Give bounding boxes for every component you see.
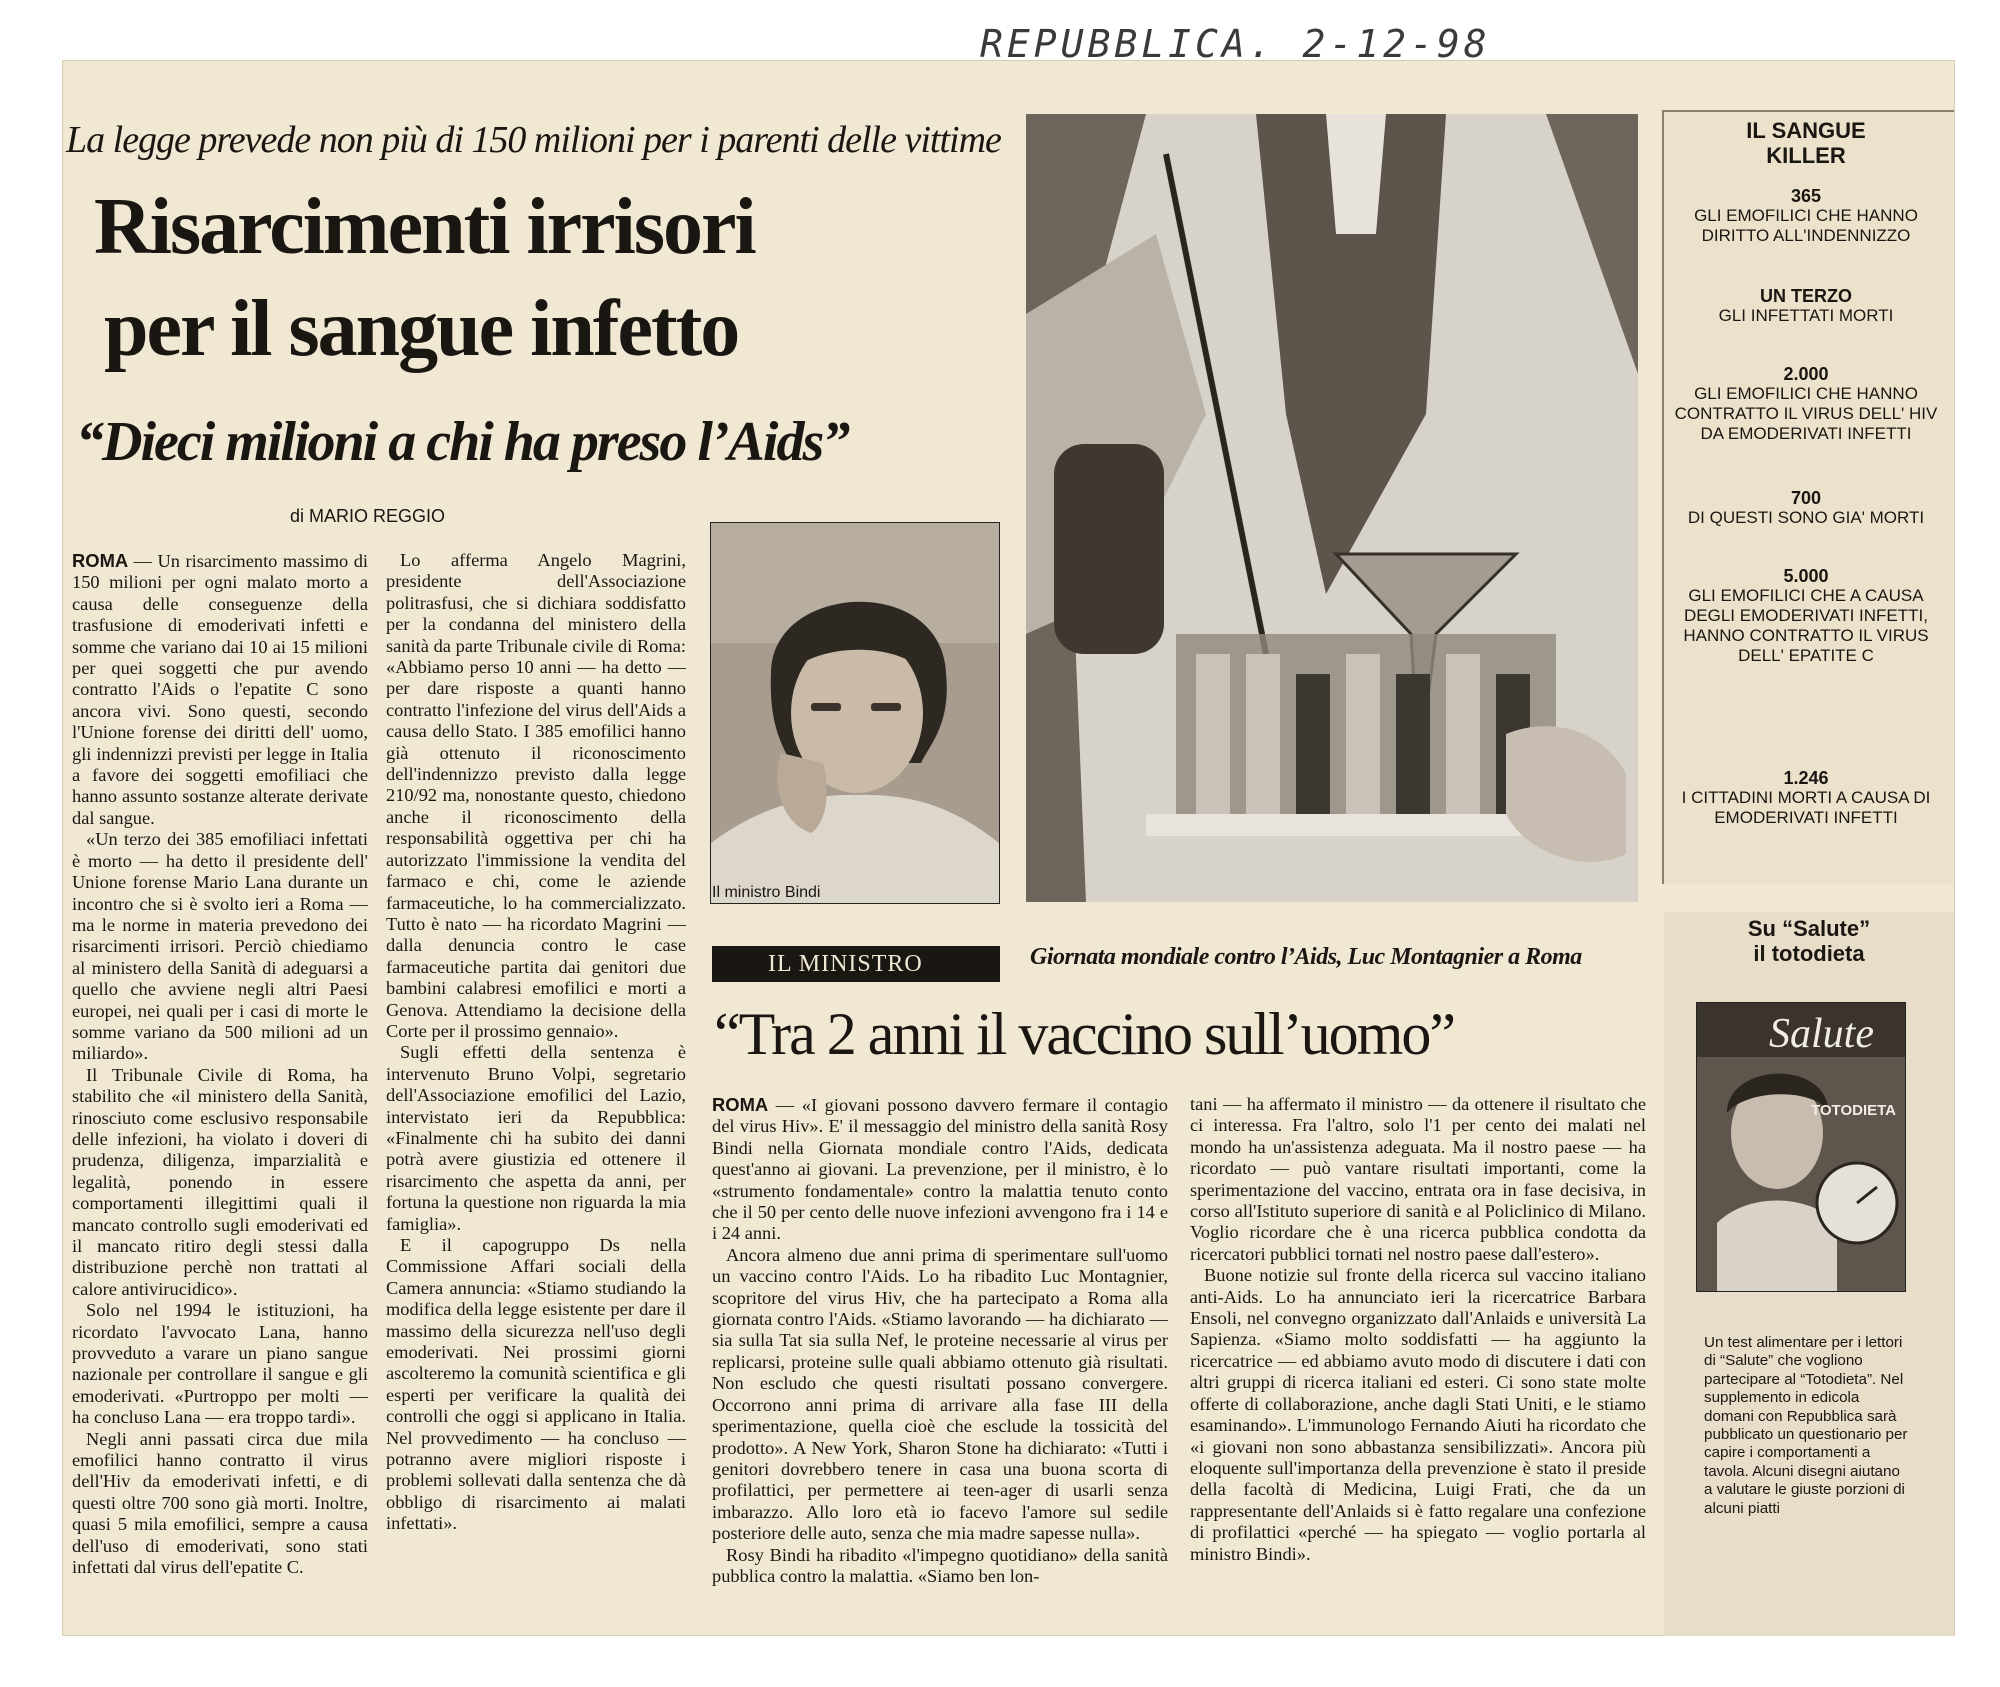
stat-text: GLI EMOFILICI CHE HANNO CONTRATTO IL VIRUS DELL' HIV DA EMODERIVATI INFETTI (1674, 384, 1938, 443)
stat-text: GLI EMOFILICI CHE A CAUSA DEGLI EMODERIVATI INFETTI, HANNO CONTRATTO IL VIRUS DELL' EPATITE C (1683, 586, 1929, 665)
salute-promo-text: Un test alimentare per i lettori di “Salute” che vogliono partecipare al “Totodieta”. Nel supplemento in edicola domani con Repubblica sarà pubblicato un questionario per capire i comportamenti a tavola. Alcuni disegni aiutano a valutare le giuste porzioni di alcuni piatti (1704, 1334, 1908, 1517)
minister-photo (710, 522, 1000, 904)
paragraph: Negli anni passati circa due mila emofilici hanno contratto il virus dell'Hiv da emoderivati infetti, e di questi oltre 700 sono già morti. Inoltre, quasi 5 mila emofilici, sempre a causa dell'uso di emoderivati, sono stati infettati dal virus dell'epatite C. (72, 1428, 368, 1578)
headline-quote: “Dieci milioni a chi ha preso l’Aids” (76, 411, 849, 473)
paragraph: tani — ha affermato il ministro — da ottenere il risultato che ci interessa. Fra l'altro, solo l'1 per cento dei malati nel mondo ha un'assistenza adeguata. Ma il nostro paese — ha ricordato — può vantare risultati importanti, come la sperimentazione del vaccino, entrata ora in fase decisiva, in corso all'Istituto superiore di sanità e al Policlinico di Milano. Voglio ricordare che è una ricerca pubblica condotta da ricercatori pubblici tornati nel nostro paese dall'estero». (1190, 1094, 1646, 1264)
paragraph: Sugli effetti della sentenza è intervenuto Bruno Volpi, segretario dell'Associazione emofilici del Lazio, intervistato ieri da Repubblica: «Finalmente chi ha subito dei danni potrà avere giustizia ed ottenere il risarcimento che aspetta da anni, per fortuna la questione non riguarda la mia famiglia». (386, 1042, 686, 1234)
stat-text: I CITTADINI MORTI A CAUSA DI EMODERIVATI INFETTI (1681, 788, 1931, 827)
paragraph-text: — Un risarcimento massimo di 150 milioni per ogni malato morto a causa delle conseguenze della trasfusione di emoderivati infetti e somme che variano dai 10 ai 15 milioni per quei soggetti che pur avendo contratto l'Aids o l'epatite C sono ancora vivi. Sono questi, secondo l'Unione forense dei diritti dell' uomo, gli indennizzi previsti per legge in Italia a favore dei soggetti emofiliaci che hanno assunto sostanze alterate derivate dal sangue. (72, 551, 368, 828)
stat-text: GLI EMOFILICI CHE HANNO DIRITTO ALL'INDENNIZZO (1694, 206, 1918, 245)
section-label: IL MINISTRO (712, 946, 1000, 982)
paragraph (712, 1094, 1168, 1245)
paragraph-text: — «I giovani possono davvero fermare il contagio del virus Hiv». E' il messaggio del ministro della sanità Rosy Bindi nella Giornata mondiale contro l'Aids, dedicata quest'anno ai giovani. La prevenzione, per il ministro, è lo «strumento fondamentale» contro la malattia tenuto conto che il 50 per cento delle nuove infezioni avvengono fra i 14 e i 24 anni. (712, 1095, 1168, 1244)
sidebar-title-line: KILLER (1766, 143, 1846, 168)
laboratory-photo (1026, 114, 1638, 902)
stat-item (1665, 488, 1947, 528)
paragraph (72, 550, 368, 829)
stat-text: DI QUESTI SONO GIA' MORTI (1687, 508, 1925, 527)
paragraph: Il Tribunale Civile di Roma, ha stabilito che «il ministero della Sanità, rinosciuto come esclusivo responsabile delle infezioni, ha violato i doveri di prudenza, diligenza, imparzialità e legalità, ponendo in essere comportamenti illegittimi quali il mancato controllo sugli emoderivati ed il mancato ritiro degli stessi dalla distribuzione perchè non trattati al calore antivirucidico». (72, 1064, 368, 1299)
article1-column-1 (72, 550, 368, 1579)
stat-text: GLI INFETTATI MORTI (1718, 306, 1894, 325)
stat-number: 2.000 (1783, 364, 1829, 384)
article1-column-2 (386, 550, 686, 1535)
stat-number: 1.246 (1783, 768, 1829, 788)
salute-promo-title (1666, 916, 1952, 966)
salute-title-line: Su “Salute” (1747, 916, 1871, 941)
photo-caption: Il ministro Bindi (712, 884, 821, 901)
article2-dek: Giornata mondiale contro l’Aids, Luc Montagnier a Roma (1030, 944, 1582, 970)
stat-item (1665, 768, 1947, 828)
sidebar-title-line: IL SANGUE (1746, 118, 1866, 143)
paragraph: Lo afferma Angelo Magrini, presidente dell'Associazione politrasfusi, che si dichiara soddisfatto per la condanna del ministero della sanità da parte Tribunale civile di Roma: «Abbiamo perso 10 anni — ha detto — per dare risposte a quanti hanno contratto l'infezione del virus dell'Aids a causa dello Stato. I 385 emofilici hanno già ottenuto il riconoscimento dell'indennizzo previsto dalla legge 210/92 ma, nonostante questo, chiedono anche il riconoscimento della responsabilità oggettiva per chi ha autorizzato l'immissione la vendita del farmaco e chi, come le aziende farmaceutiche, lo ha commercializzato. Tutto è nato — ha ricordato Magrini — dalla denuncia contro le case farmaceutiche partita dai genitori due bambini calabresi emofilici e morti a Genova. Attendiamo la decisione della Corte per il prossimo gennaio». (386, 550, 686, 1041)
stat-item (1665, 364, 1947, 444)
paragraph: Rosy Bindi ha ribadito «l'impegno quotidiano» della sanità pubblica contro la malattia. «Siamo ben lon- (712, 1544, 1168, 1586)
stat-number: 365 (1790, 186, 1822, 206)
paragraph: Buone notizie sul fronte della ricerca sul vaccino italiano anti-Aids. Lo ha annunciato ieri la ricercatrice Barbara Ensoli, nel convegno organizzato dall'Anlaids e università La Sapienza. «Siamo molto soddisfatti — ha aggiunto la ricercatrice — ed abbiamo avuto modo di discutere i dati con altri gruppi di ricerca italiani ed esteri. Ci sono state molte offerte di collaborazione, anche dagli Stati Uniti, e le stiamo esaminando». L'immunologo Fernando Aiuti ha ricordato che «i giovani non sono abbastanza sensibilizzati». Ancora più eloquente sull'importanza della prevenzione è stato il preside della facoltà di Medicina, Luigi Frati, che da un rappresentante dell'Anlaids si è fatto regalare una confezione di profilattici «perché — ha spiegato — voglio portarla al ministro Bindi». (1190, 1265, 1646, 1564)
handwritten-source-note: REPUBBLICA. 2-12-98 (980, 22, 1491, 66)
salute-magazine-cover (1696, 1002, 1906, 1292)
article2-headline: “Tra 2 anni il vaccino sull’uomo” (714, 1001, 1454, 1067)
paragraph: Solo nel 1994 le istituzioni, ha ricordato l'avvocato Lana, hanno provveduto a varare un piano sangue nazionale per controllare il sangue e gli emoderivati. «Purtroppo per molti — ha concluso Lana — era troppo tardi». (72, 1300, 368, 1428)
stat-number: UN TERZO (1760, 286, 1852, 306)
paragraph: E il capogruppo Ds nella Commissione Affari sociali della Camera annuncia: «Stiamo studiando la modifica della legge esistente per dare il massimo della sicurezza nell'uso degli emoderivati. Nei prossimi giorni ascolteremo la comunità scientifica e gli esperti per verificare la qualità dei controlli che oggi si applicano in Italia. Nel provvedimento — ha concluso — potranno avere migliori risposte i problemi sollevati dalla sentenza che dà obbligo di risarcimento ai malati infettati». (386, 1235, 686, 1534)
dateline: ROMA (72, 550, 129, 571)
byline: di MARIO REGGIO (290, 506, 446, 526)
stat-item (1665, 566, 1947, 666)
stat-item (1665, 286, 1947, 326)
article2-column-2 (1190, 1094, 1646, 1565)
headline-line-1: Risarcimenti irrisori (94, 183, 755, 271)
paragraph: Ancora almeno due anni prima di sperimentare sull'uomo un vaccino contro l'Aids. Lo ha ribadito Luc Montagnier, scopritore del virus Hiv, che ha partecipato a Roma alla giornata contro l'Aids. «Stiamo lavorando — ha dichiarato — sia sulla Tat sia sulla Nef, le proteine necessarie al virus per replicarsi, proteine sulle quali abbiamo ottenuto già risultati. Non escludo che questi risultati possano convergere. Occorrono anni prima di arrivare alla fase III della sperimentazione, quella cioè che esclude la tossicità del prodotto». A New York, Sharon Stone ha dichiarato: «Tutti i genitori dovrebbero tenere in casa una buona scorta di profilattici, per permettere ai teen-ager di usarli senza imbarazzo. Allo loro età io facevo l'amore sul sedile posteriore delle auto, senza che mia madre sapesse nulla». (712, 1244, 1168, 1544)
stat-number: 700 (1790, 488, 1822, 508)
cover-word: TOTODIETA (1811, 1102, 1897, 1119)
sidebar-title (1665, 118, 1947, 168)
stat-item (1665, 186, 1947, 246)
salute-title-line: il totodieta (1753, 941, 1865, 966)
cover-masthead: Salute (1769, 1011, 1874, 1057)
paragraph: «Un terzo dei 385 emofiliaci infettati è morto — ha detto il presidente dell' Unione forense Mario Lana durante un incontro che si è svolto ieri a Roma — ma le norme in materia prevedono dei risarcimenti irrisori. Perciò chiediamo al ministero della Sanità di adeguarsi a quello che avviene negli altri Paesi europei, nei quali per i casi di morte le somme variano da 500 milioni ad un miliardo». (72, 829, 368, 1064)
dateline: ROMA (712, 1094, 769, 1115)
article-kicker: La legge prevede non più di 150 milioni per i parenti delle vittime (66, 119, 1001, 161)
headline-line-2: per il sangue infetto (104, 285, 739, 373)
stat-number: 5.000 (1783, 566, 1829, 586)
article2-column-1 (712, 1094, 1168, 1587)
